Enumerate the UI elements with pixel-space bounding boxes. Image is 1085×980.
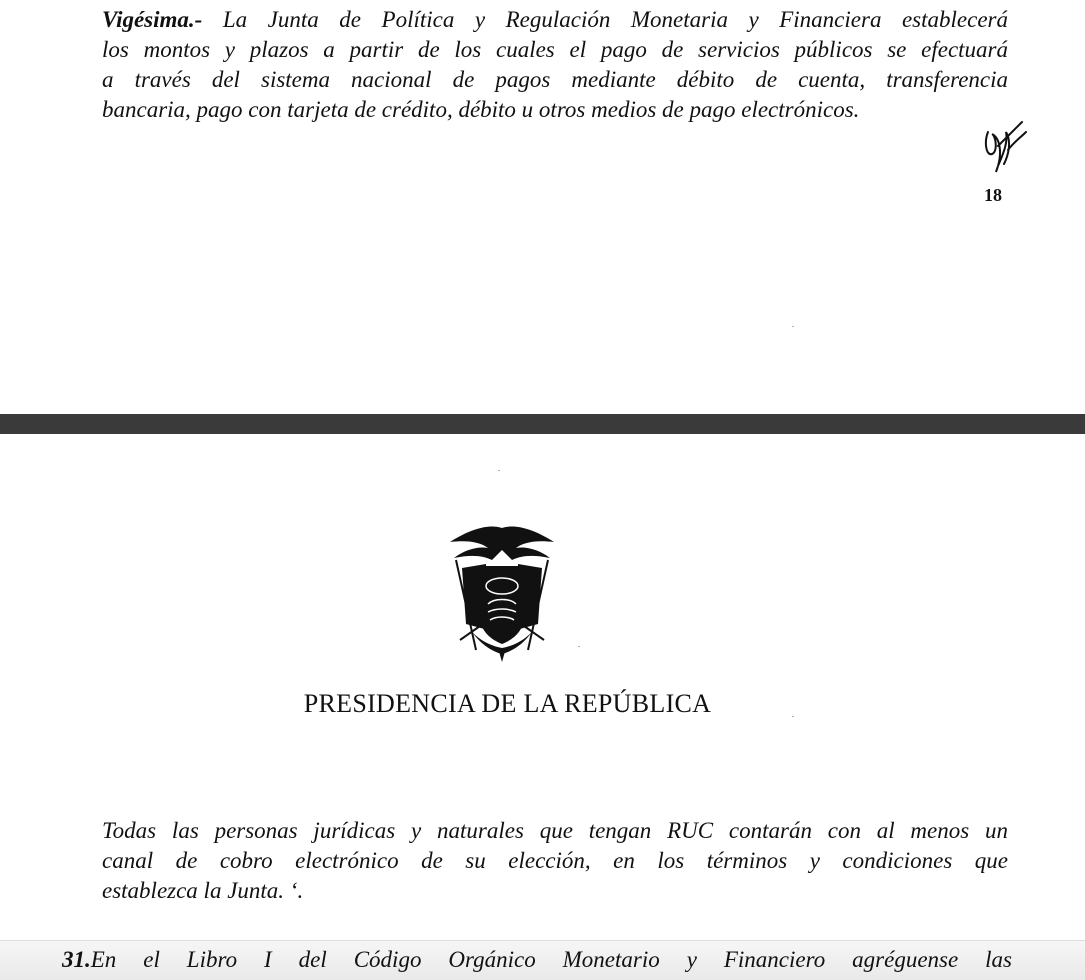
document-page-top: [0, 0, 1085, 414]
header-title: PRESIDENCIA DE LA REPÚBLICA: [303, 689, 712, 718]
paragraph-line: Vigésima.- La Junta de Política y Regulación Monetaria y Financiera establecerá: [102, 7, 1008, 32]
paragraph-line: a través del sistema nacional de pagos mediante débito de cuenta, transferencia: [102, 67, 1008, 92]
document-page-bottom: [0, 434, 1085, 979]
next-item-line: [62, 945, 1012, 975]
item-number: 31.: [62, 947, 91, 972]
paragraph-line: los montos y plazos a partir de los cuales el pago de servicios públicos se efectuará: [102, 37, 1008, 62]
paragraph-line: Todas las personas jurídicas y naturales que tengan RUC contarán con al menos un: [102, 818, 1008, 843]
paragraph-line: establezca la Junta. ‘.: [102, 878, 304, 903]
page-number: 18: [984, 185, 1002, 205]
article-heading: Vigésima.-: [102, 7, 203, 32]
coat-of-arms-icon: [442, 520, 562, 662]
signature-icon: [978, 112, 1030, 174]
paragraph-line: canal de cobro electrónico de su elección, en los términos y condiciones que: [102, 848, 1008, 873]
ruc-paragraph: [102, 816, 1008, 906]
item-text: En el Libro I del Código Orgánico Monetario y Financiero agréguense las: [90, 947, 1012, 972]
paragraph-line: bancaria, pago con tarjeta de crédito, débito u otros medios de pago electrónicos.: [102, 97, 860, 122]
vigesima-paragraph: [102, 5, 1008, 125]
page-separator: [0, 414, 1085, 434]
